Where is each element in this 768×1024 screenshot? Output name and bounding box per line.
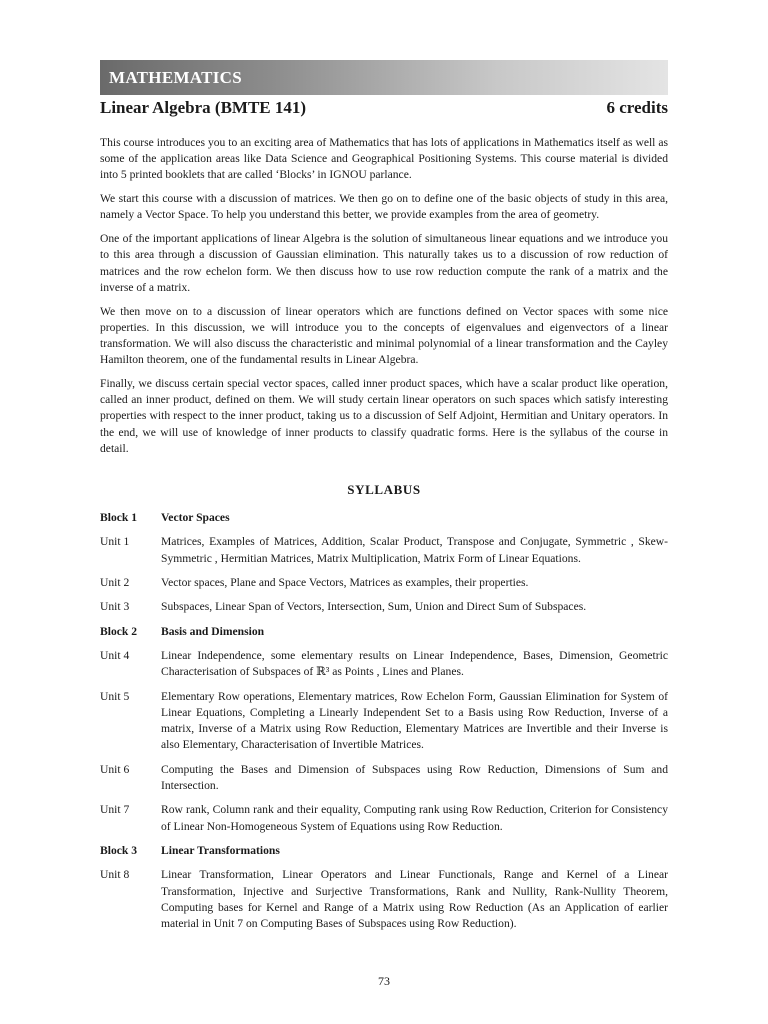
syllabus-unit-row bbox=[100, 575, 668, 591]
section-title: MATHEMATICS bbox=[109, 68, 243, 87]
syllabus-unit-row bbox=[100, 689, 668, 754]
syllabus-unit-row bbox=[100, 599, 668, 615]
row-text: Linear Independence, some elementary results on Linear Independence, Bases, Dimension, Geometric Characterisation of Subspaces of ℝ³ as Points , Lines and Planes. bbox=[161, 649, 668, 679]
row-text: Linear Transformation, Linear Operators and Linear Functionals, Range and Kernel of a Linear Transformation, Injective and Surjective Transformations, Rank and Nullity, Rank-Nullity Theorem, Computing bases for Kernel and Range of a Matrix using Row Reduction (As an Application of earlier material in Unit 7 on Computing Bases of Subspaces using Row Reduction). bbox=[161, 868, 668, 930]
syllabus-block-row bbox=[100, 510, 668, 526]
intro-paragraph: One of the important applications of linear Algebra is the solution of simultaneous linear equations and we introduce you to this area through a discussion of Gaussian elimination. This naturally takes us to a discussion of row reduction of matrices and the row echelon form. We then discuss how to use row reduction compute the rank of a matrix and the inverse of a matrix. bbox=[100, 232, 668, 294]
row-label: Block 1 bbox=[100, 511, 138, 524]
syllabus-unit-row bbox=[100, 802, 668, 834]
syllabus-block-row bbox=[100, 843, 668, 859]
section-banner bbox=[100, 60, 668, 95]
page-number: 73 bbox=[378, 974, 390, 988]
intro-paragraph: This course introduces you to an exciting area of Mathematics that has lots of applications in Mathematics itself as well as some of the application areas like Data Science and Geographical Positioning Systems. This course material is divided into 5 printed booklets that are called ‘Blocks’ in IGNOU parlance. bbox=[100, 136, 668, 182]
syllabus-unit-row bbox=[100, 648, 668, 680]
row-label: Unit 4 bbox=[100, 649, 130, 663]
row-label: Unit 3 bbox=[100, 600, 130, 614]
row-text: Computing the Bases and Dimension of Subspaces using Row Reduction, Dimensions of Sum and Intersection. bbox=[161, 762, 668, 792]
row-text: Vector Spaces bbox=[161, 511, 230, 524]
row-label: Unit 6 bbox=[100, 762, 130, 776]
course-introduction bbox=[100, 135, 668, 465]
course-title: Linear Algebra (BMTE 141) bbox=[100, 98, 307, 117]
row-text: Elementary Row operations, Elementary matrices, Row Echelon Form, Gaussian Elimination for System of Linear Equations, Completing a Linearly Independent Set to a Basis using Row Reduction, Inverse of a matrix, Inverse of a Matrix using Row Reduction, Elementary Matrices are Invertible and their Inverse is also Elementary, Characterisation of Invertible Matrices. bbox=[161, 689, 668, 752]
intro-paragraph: We start this course with a discussion of matrices. We then go on to define one of the basic objects of study in this area, namely a Vector Space. To help you understand this better, we provide examples from the area of geometry. bbox=[100, 192, 668, 222]
syllabus-block-row bbox=[100, 624, 668, 640]
course-credits: 6 credits bbox=[606, 98, 668, 117]
intro-paragraph: Finally, we discuss certain special vector spaces, called inner product spaces, which have a scalar product like operation, called an inner product, defined on them. We will study certain linear operators on such spaces which satisfy interesting properties with respect to the inner product, taking us to a discussion of Self Adjoint, Hermitian and Unitary operators. In the end, we will use of knowledge of inner products to classify quadratic forms. Here is the syllabus of the course in detail. bbox=[100, 377, 668, 455]
syllabus-unit-row bbox=[100, 762, 668, 794]
intro-paragraph: We then move on to a discussion of linear operators which are functions defined on Vector spaces with some nice properties. In this discussion, we will introduce you to the concepts of eigenvalues and eigenvectors of a linear transformation. We will also discuss the characteristic and minimal polynomial of a linear transformation and the Cayley Hamilton theorem, one of the fundamental results in Linear Algebra. bbox=[100, 304, 668, 367]
row-label: Block 3 bbox=[100, 843, 138, 857]
row-label: Unit 8 bbox=[100, 868, 130, 882]
row-text: Vector spaces, Plane and Space Vectors, Matrices as examples, their properties. bbox=[161, 575, 529, 589]
syllabus-unit-row bbox=[100, 867, 668, 932]
row-text: Linear Transformations bbox=[161, 843, 280, 857]
row-label: Block 2 bbox=[100, 624, 138, 638]
row-text: Subspaces, Linear Span of Vectors, Intersection, Sum, Union and Direct Sum of Subspaces. bbox=[161, 600, 587, 614]
row-label: Unit 7 bbox=[100, 803, 130, 817]
row-label: Unit 1 bbox=[100, 535, 130, 549]
row-text: Row rank, Column rank and their equality, Computing rank using Row Reduction, Criterion for Consistency of Linear Non-Homogeneous System of Equations using Row Reduction. bbox=[161, 803, 668, 833]
row-text: Matrices, Examples of Matrices, Addition, Scalar Product, Transpose and Conjugate, Symmetric , Skew-Symmetric , Hermitian Matrices, Matrix Multiplication, Matrix Form of Linear Equations. bbox=[161, 535, 668, 565]
row-label: Unit 5 bbox=[100, 689, 130, 703]
course-header bbox=[100, 98, 668, 120]
row-label: Unit 2 bbox=[100, 575, 130, 589]
row-text: Basis and Dimension bbox=[161, 624, 265, 638]
syllabus-unit-row bbox=[100, 534, 668, 566]
syllabus-list bbox=[100, 510, 668, 940]
syllabus-heading: SYLLABUS bbox=[347, 482, 421, 497]
